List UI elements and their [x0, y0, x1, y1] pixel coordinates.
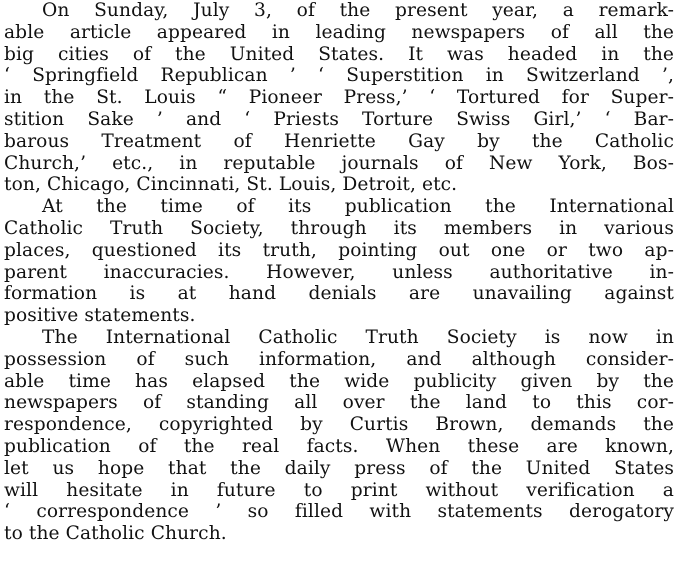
text-line: ton, Chicago, Cincinnati, St. Louis, Detroit, etc. — [4, 174, 458, 196]
text-line: ‘ Springfield Republican ’ ‘ Superstition in Switzerland ’, — [4, 65, 674, 87]
text-line: ‘ correspondence ’ so filled with statements derogatory — [4, 501, 674, 523]
text-line: able time has elapsed the wide publicity given by the — [4, 370, 674, 392]
text-line: stition Sake ’ and ‘ Priests Torture Swiss Girl,’ ‘ Bar- — [4, 108, 674, 130]
text-line: able article appeared in leading newspapers of all the — [4, 21, 674, 43]
text-line: respondence, copyrighted by Curtis Brown, demands the — [4, 414, 674, 436]
text-line: to the Catholic Church. — [4, 523, 227, 545]
text-line: barous Treatment of Henriette Gay by the Catholic — [4, 130, 674, 152]
text-line: The International Catholic Truth Society is now in — [42, 326, 674, 348]
text-line: in the St. Louis “ Pioneer Press,’ ‘ Tortured for Super- — [4, 87, 674, 109]
text-line: positive statements. — [4, 305, 196, 327]
text-line: let us hope that the daily press of the United States — [4, 457, 674, 479]
paragraph-3 — [4, 327, 674, 545]
text-line: possession of such information, and although consider- — [4, 348, 674, 370]
text-line: Catholic Truth Society, through its members in various — [4, 217, 674, 239]
text-line: On Sunday, July 3, of the present year, a remark- — [42, 0, 674, 21]
text-line: parent inaccuracies. However, unless authoritative in- — [4, 261, 674, 283]
text-line: publication of the real facts. When these are known, — [4, 435, 674, 457]
paragraph-1 — [4, 0, 674, 196]
article-text — [4, 0, 674, 545]
text-line: big cities of the United States. It was headed in the — [4, 43, 674, 65]
text-line: Church,’ etc., in reputable journals of New York, Bos- — [4, 152, 674, 174]
text-line: places, questioned its truth, pointing out one or two ap- — [4, 239, 674, 261]
text-line: At the time of its publication the International — [42, 196, 674, 218]
text-line: will hesitate in future to print without verification a — [4, 479, 674, 501]
paragraph-2 — [4, 196, 674, 327]
text-line: formation is at hand denials are unavailing against — [4, 283, 674, 305]
text-line: newspapers of standing all over the land to this cor- — [4, 392, 674, 414]
